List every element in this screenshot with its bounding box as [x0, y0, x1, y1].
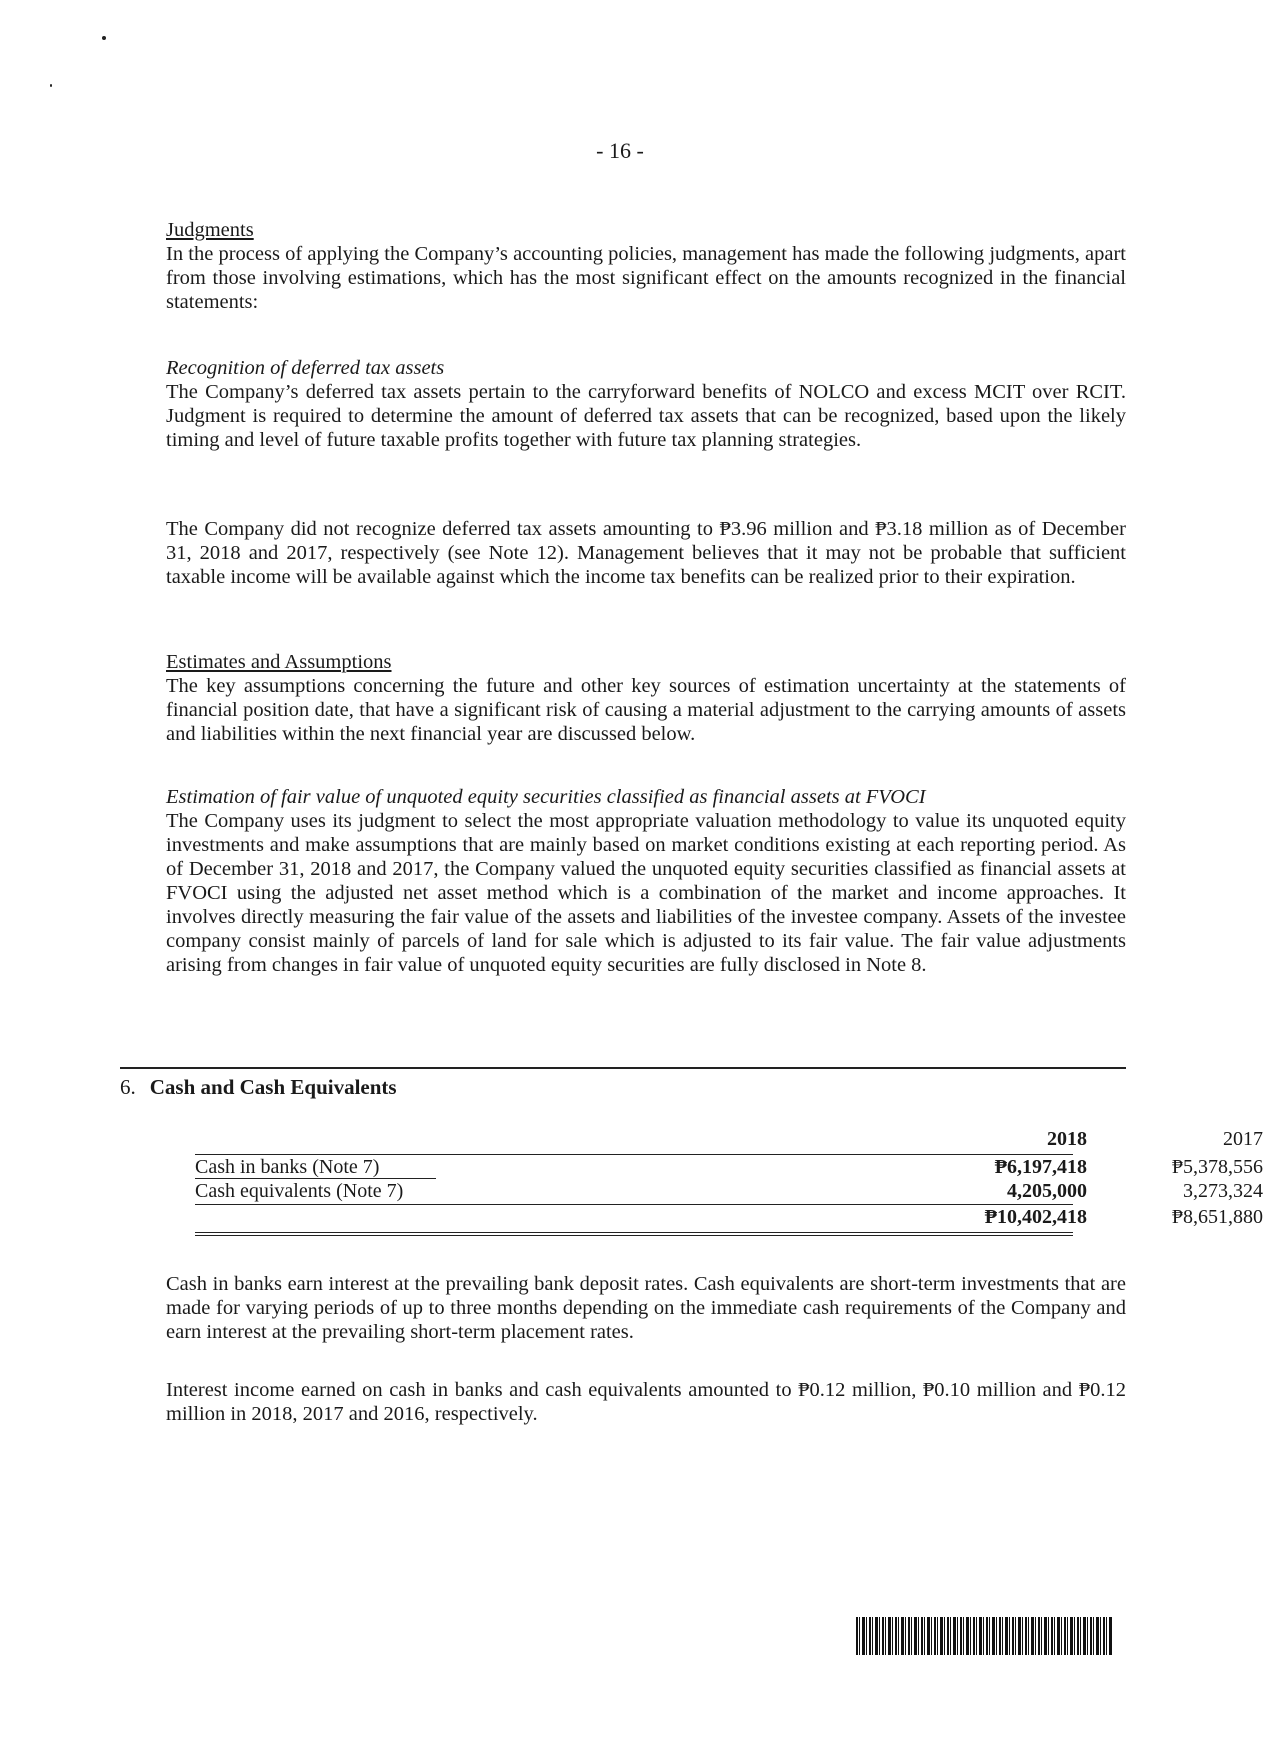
fvoci-paragraph: The Company uses its judgment to select the most appropriate valuation methodology to value its unquoted equity investments and make assumptions that are mainly based on market conditions existing at each reporting period. As of December 31, 2018 and 2017, the Company valued the unquoted equity securities classified as financial assets at FVOCI using the adjusted net asset method which is a combination of the market and income approaches. It involves directly measuring the fair value of the assets and liabilities of the investee company. Assets of the investee company consist mainly of parcels of land for sale which is adjusted to its fair value. The fair value adjustments arising from changes in fair value of unquoted equity securities are fully disclosed in Note 8.	[166, 810, 1126, 976]
total-double-rule	[195, 1232, 1073, 1233]
deferred-tax-paragraph-2: The Company did not recognize deferred tax assets amounting to ₱3.96 million and ₱3.18 million as of December 31, 2018 and 2017, respectively (see Note 12). Management believes that it may not be probable that sufficient taxable income will be available against which the income tax benefits can be realized prior to their expiration.	[166, 518, 1126, 588]
section-6-title	[120, 1075, 397, 1100]
section-title-text: Cash and Cash Equivalents	[149, 1075, 397, 1099]
fvoci-subheading: Estimation of fair value of unquoted equity securities classified as financial assets at FVOCI	[166, 786, 926, 808]
page-number: - 16 -	[596, 138, 644, 163]
row-label: Cash in banks (Note 7)	[195, 1156, 380, 1178]
estimates-heading: Estimates and Assumptions	[166, 651, 392, 673]
judgments-heading: Judgments	[166, 219, 254, 241]
cell-2017: 3,273,324	[1183, 1180, 1263, 1202]
deferred-tax-subheading: Recognition of deferred tax assets	[166, 357, 445, 379]
deferred-tax-paragraph-1: The Company’s deferred tax assets pertain to the carryforward benefits of NOLCO and excess MCIT over RCIT. Judgment is required to determine the amount of deferred tax assets that can be recognized, based upon the likely timing and level of future taxable profits together with future tax planning strategies.	[166, 381, 1126, 451]
subtotal-rule	[195, 1204, 1073, 1205]
deferred-tax-section	[166, 356, 1126, 452]
column-header-2017: 2017	[1223, 1128, 1263, 1150]
cell-2018: ₱6,197,418	[994, 1156, 1087, 1178]
total-2018: ₱10,402,418	[984, 1206, 1087, 1228]
total-2017: ₱8,651,880	[1171, 1206, 1263, 1228]
cell-2018: 4,205,000	[1007, 1180, 1087, 1202]
subtotal-rule	[195, 1178, 436, 1179]
cash-table	[195, 1128, 1263, 1248]
table-top-rule	[195, 1154, 1073, 1155]
section-divider	[120, 1067, 1126, 1069]
fvoci-section	[166, 785, 1126, 977]
total-double-rule	[195, 1235, 1073, 1236]
row-label: Cash equivalents (Note 7)	[195, 1180, 404, 1202]
deferred-tax-paragraph-2-wrap	[166, 517, 1126, 589]
scan-speck	[50, 84, 52, 87]
estimates-intro: The key assumptions concerning the future and other key sources of estimation uncertainty at the statements of financial position date, that have a significant risk of causing a material adjustment to the carrying amounts of assets and liabilities within the next financial year are discussed below.	[166, 675, 1126, 745]
cash-paragraph-2-wrap	[166, 1378, 1126, 1426]
scan-speck	[102, 36, 106, 40]
cash-paragraph-2: Interest income earned on cash in banks and cash equivalents amounted to ₱0.12 million, ₱0.10 million and ₱0.12 million in 2018, 2017 and 2016, respectively.	[166, 1379, 1126, 1425]
judgments-section	[166, 218, 1126, 314]
estimates-section	[166, 650, 1126, 746]
cash-paragraph-1-wrap	[166, 1272, 1126, 1344]
barcode-image	[856, 1617, 1112, 1655]
cell-2017: ₱5,378,556	[1171, 1156, 1263, 1178]
judgments-intro: In the process of applying the Company’s accounting policies, management has made the following judgments, apart from those involving estimations, which has the most significant effect on the amounts recognized in the financial statements:	[166, 243, 1126, 313]
column-header-2018: 2018	[1047, 1128, 1087, 1150]
section-number: 6.	[120, 1075, 136, 1099]
cash-paragraph-1: Cash in banks earn interest at the prevailing bank deposit rates. Cash equivalents are short-term investments that are made for varying periods of up to three months depending on the immediate cash requirements of the Company and earn interest at the prevailing short-term placement rates.	[166, 1273, 1126, 1343]
